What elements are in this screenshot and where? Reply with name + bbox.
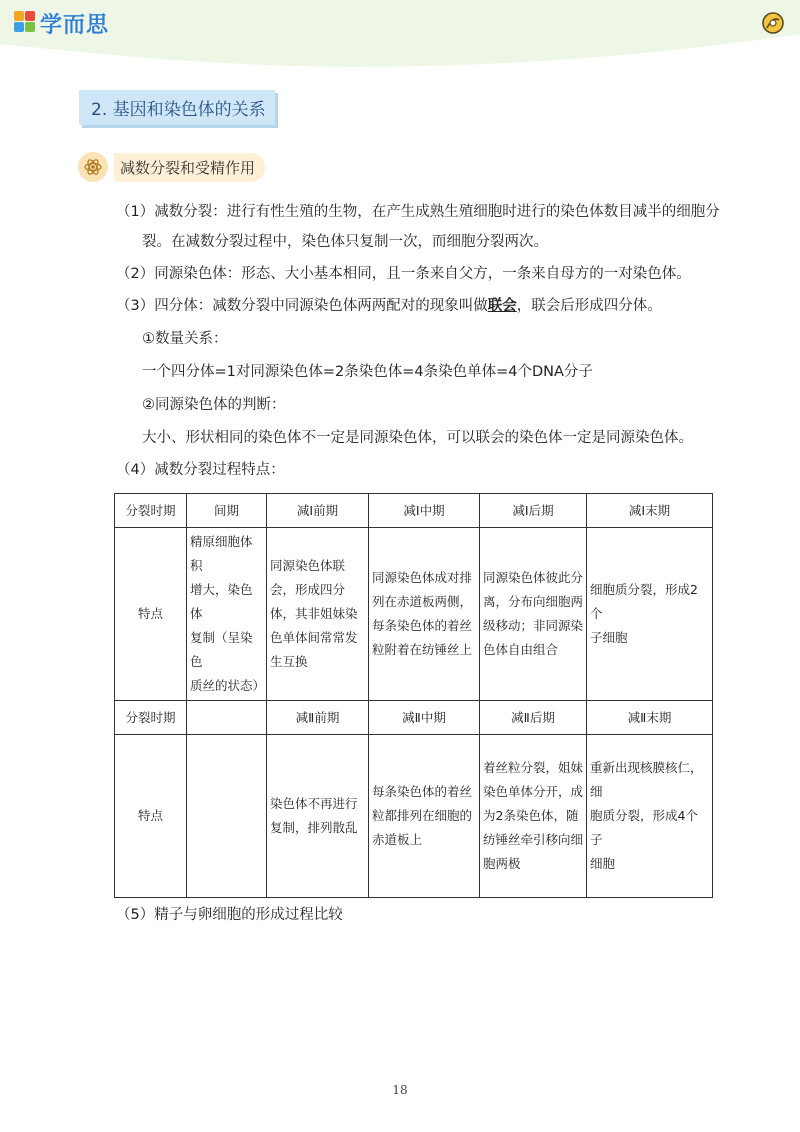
para-3 [116,296,662,316]
header-cell: 减Ⅰ后期 [480,494,587,528]
cell-m1-prophase [267,528,369,701]
cell-line: 胞质分裂，形成4个子 [590,808,698,847]
header-cell: 减Ⅰ中期 [369,494,480,528]
table-row-meiosis-2 [115,735,713,898]
table-header-row-2 [115,701,713,735]
cell-line: 精原细胞体积 [190,534,253,573]
row-label: 特点 [115,528,187,701]
header-cell [187,701,267,735]
cell-m2-metaphase [369,735,480,898]
para-5: （5）精子与卵细胞的形成过程比较 [116,907,343,923]
page-number: 18 [392,1083,408,1097]
logo-mark-icon [14,11,36,37]
cell-line: 每条染色体的着丝 [372,618,473,633]
cell-empty [187,735,267,898]
cell-m1-anaphase [480,528,587,701]
header-cell: 减Ⅱ后期 [480,701,587,735]
cell-line: 级移动；非同源染 [483,618,584,633]
cell-line: 着丝粒分裂，姐妹 [483,760,584,775]
header-cell: 分裂时期 [115,701,187,735]
row-label: 特点 [115,735,187,898]
cell-line: 胞两极 [483,856,521,871]
cell-line: 生互换 [270,654,308,669]
para-1-line-2: 裂。在减数分裂过程中，染色体只复制一次，而细胞分裂两次。 [142,234,548,250]
cell-interphase [187,528,267,701]
header-cell: 间期 [187,494,267,528]
cell-line: 同源染色体成对排 [372,570,473,585]
logo-text: 学而思 [40,13,110,38]
cell-m2-telophase [587,735,713,898]
cell-line: 染色单体分开，成 [483,784,584,799]
para-1-line-1: （1）减数分裂：进行有性生殖的生物，在产生成熟生殖细胞时进行的染色体数目减半的细胞分 [116,204,720,220]
header-band [0,0,800,70]
cell-m2-anaphase [480,735,587,898]
cell-line: 纺锤丝牵引移向细 [483,832,584,847]
header-cell: 减Ⅱ末期 [587,701,713,735]
cell-line: 同源染色体彼此分 [483,570,584,585]
cell-line: 色单体间常常发 [270,630,358,645]
cell-line: 体，其非姐妹染 [270,606,358,621]
cell-line: 同源染色体联 [270,558,346,573]
para-3-item-2-text: 大小、形状相同的染色体不一定是同源染色体，可以联会的染色体一定是同源染色体。 [142,430,693,446]
cell-line: 复制，排列散乱 [270,820,358,835]
header-cell: 减Ⅱ前期 [267,701,369,735]
cell-line: 增大，染色体 [190,582,253,621]
cell-line: 细胞质分裂，形成2个 [590,582,698,621]
sub-heading [78,152,265,182]
cell-line: 细胞 [590,856,616,871]
para-3-item-1: ①数量关系： [142,331,228,347]
header-cell: 减Ⅱ中期 [369,701,480,735]
header-wave [0,0,800,70]
table-header-row-1 [115,494,713,528]
cell-line: 离，分布向细胞两 [483,594,584,609]
cell-m2-prophase [267,735,369,898]
cell-line: 重新出现核膜核仁，细 [590,760,703,799]
cell-line: 粒都排列在细胞的 [372,808,473,823]
sub-heading-text: 减数分裂和受精作用 [114,153,265,182]
cell-m1-metaphase [369,528,480,701]
cell-line: 每条染色体的着丝 [372,784,473,799]
cell-line: 子细胞 [590,630,628,645]
cell-line: 色体自由组合 [483,642,559,657]
meiosis-stages-table [114,493,713,898]
cell-line: 赤道板上 [372,832,423,847]
brand-logo [14,8,109,39]
cell-line: 复制（呈染色 [190,630,253,669]
section-title: 2. 基因和染色体的关系 [79,90,275,125]
ribbon-badge-icon [760,10,786,36]
para-3-item-1-text: 一个四分体=1对同源染色体=2条染色体=4条染色单体=4个DNA分子 [142,364,593,380]
cell-line: 列在赤道板两侧， [372,594,473,609]
table-row-meiosis-1 [115,528,713,701]
header-cell: 分裂时期 [115,494,187,528]
cell-line: 粒附着在纺锤丝上 [372,642,473,657]
para-2: （2）同源染色体：形态、大小基本相同，且一条来自父方，一条来自母方的一对染色体。 [116,266,691,282]
para-3-item-2: ②同源染色体的判断： [142,397,286,413]
para-4: （4）减数分裂过程特点： [116,462,285,478]
cell-line: 质丝的状态） [190,678,266,693]
para-3-after: ，联会后形成四分体。 [516,298,662,314]
para-3-before: （3）四分体：减数分裂中同源染色体两两配对的现象叫做 [116,298,488,314]
cell-line: 为2条染色体，随 [483,808,579,823]
cell-line: 染色体不再进行 [270,796,358,811]
cell-m1-telophase [587,528,713,701]
header-cell: 减Ⅰ前期 [267,494,369,528]
atom-badge-icon [78,152,108,182]
cell-line: 会，形成四分 [270,582,346,597]
header-cell: 减Ⅰ末期 [587,494,713,528]
para-3-bold: 联会 [487,298,517,314]
